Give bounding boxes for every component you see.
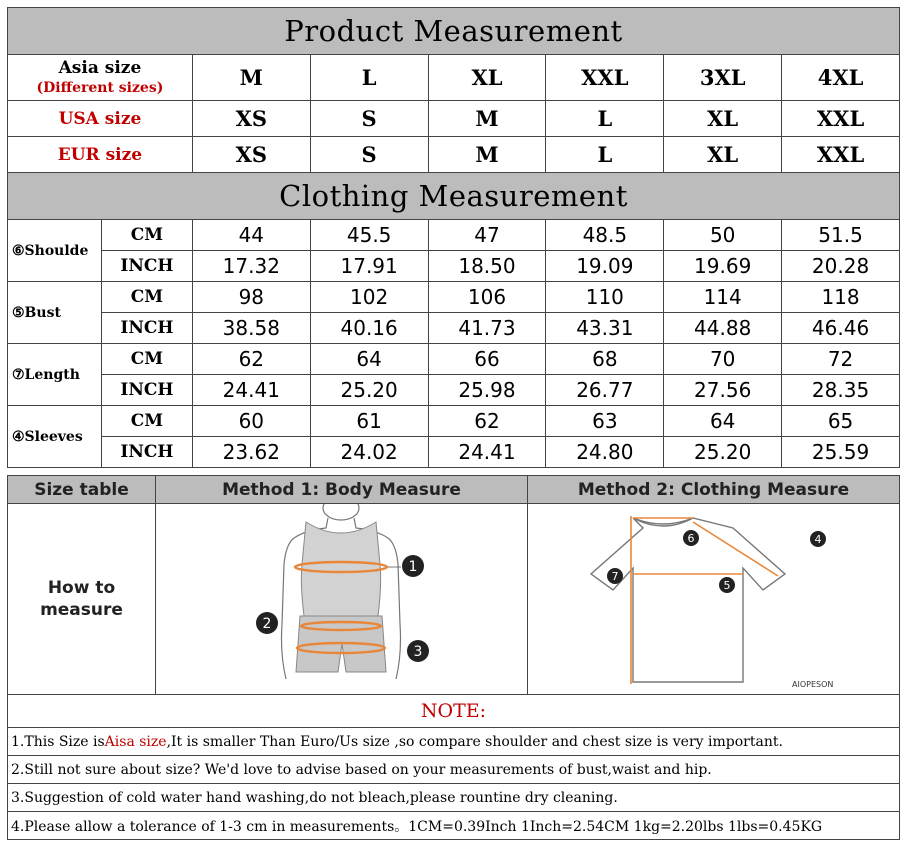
size-4xl: 4XL: [782, 55, 900, 101]
size-table-label: Size table: [34, 479, 129, 500]
size-3xl: 3XL: [664, 55, 782, 101]
asia-size-text: Asia size: [58, 57, 142, 78]
note-title: [7, 694, 900, 728]
inch-value: 24.80: [546, 437, 664, 468]
marker-7-label: 7: [611, 570, 619, 583]
inch-value: 46.46: [782, 313, 900, 344]
cm-value: 70: [664, 344, 782, 375]
usa-size-value: XS: [192, 101, 310, 137]
marker-6-label: 6: [687, 532, 695, 545]
measurement-inch-row: [8, 375, 900, 406]
cm-value: 44: [192, 220, 310, 251]
eur-size-label: EUR size: [8, 137, 193, 173]
asia-size-label: [8, 55, 193, 101]
method2-label: Method 2: Clothing Measure: [577, 479, 850, 500]
cm-value: 114: [664, 282, 782, 313]
unit-inch: INCH: [101, 251, 192, 282]
eur-size-value: M: [428, 137, 546, 173]
inch-value: 28.35: [782, 375, 900, 406]
cm-value: 102: [310, 282, 428, 313]
unit-cm: CM: [101, 406, 192, 437]
cm-value: 65: [782, 406, 900, 437]
unit-cm: CM: [101, 344, 192, 375]
size-xxl: XXL: [546, 55, 664, 101]
measurement-inch-row: [8, 313, 900, 344]
eur-size-value: XXL: [782, 137, 900, 173]
inch-value: 24.41: [192, 375, 310, 406]
usa-size-value: XL: [664, 101, 782, 137]
cm-value: 64: [310, 344, 428, 375]
measurement-inch-row: [8, 251, 900, 282]
cm-value: 62: [192, 344, 310, 375]
inch-value: 18.50: [428, 251, 546, 282]
measurement-inch-row: [8, 437, 900, 468]
product-measurement-title: Product Measurement: [8, 8, 900, 55]
eur-size-value: S: [310, 137, 428, 173]
cm-value: 51.5: [782, 220, 900, 251]
unit-cm: CM: [101, 220, 192, 251]
inch-value: 40.16: [310, 313, 428, 344]
unit-cm: CM: [101, 282, 192, 313]
usa-size-value: L: [546, 101, 664, 137]
method1-header: [155, 475, 528, 504]
usa-size-value: M: [428, 101, 546, 137]
unit-inch: INCH: [101, 437, 192, 468]
body-measure-cell: [155, 503, 528, 695]
cm-value: 64: [664, 406, 782, 437]
cm-value: 110: [546, 282, 664, 313]
eur-size-value: XL: [664, 137, 782, 173]
measurement-cm-row: [8, 220, 900, 251]
inch-value: 19.09: [546, 251, 664, 282]
cm-value: 66: [428, 344, 546, 375]
note-2-text: 2.Still not sure about size? We'd love to advise based on your measurements of bust,waist and hip.: [11, 761, 712, 778]
note-line-3: [7, 783, 900, 812]
cm-value: 106: [428, 282, 546, 313]
inch-value: 23.62: [192, 437, 310, 468]
cm-value: 118: [782, 282, 900, 313]
method1-label: Method 1: Body Measure: [222, 479, 461, 500]
inch-value: 38.58: [192, 313, 310, 344]
measurement-label: ⑥Shoulde: [8, 220, 102, 282]
cm-value: 98: [192, 282, 310, 313]
size-table-header: [7, 475, 156, 504]
inch-value: 41.73: [428, 313, 546, 344]
inch-value: 19.69: [664, 251, 782, 282]
inch-value: 27.56: [664, 375, 782, 406]
cm-value: 63: [546, 406, 664, 437]
unit-inch: INCH: [101, 313, 192, 344]
marker-4-label: 4: [814, 533, 822, 546]
note-1-red-text: Aisa size: [104, 733, 167, 750]
inch-value: 17.91: [310, 251, 428, 282]
how-to-measure-text: [40, 577, 123, 621]
cm-value: 47: [428, 220, 546, 251]
measurement-cm-row: [8, 406, 900, 437]
inch-value: 43.31: [546, 313, 664, 344]
inch-value: 20.28: [782, 251, 900, 282]
how-to-line2: measure: [40, 600, 123, 620]
note-4-text: 4.Please allow a tolerance of 1-3 cm in measurements。1CM=0.39Inch 1Inch=2.54CM 1kg=2.20lbs 1lbs=0.45KG: [11, 818, 823, 835]
cm-value: 45.5: [310, 220, 428, 251]
unit-inch: INCH: [101, 375, 192, 406]
inch-value: 26.77: [546, 375, 664, 406]
cm-value: 62: [428, 406, 546, 437]
how-to-line1: How to: [47, 578, 116, 598]
marker-5-label: 5: [723, 579, 731, 592]
cm-value: 60: [192, 406, 310, 437]
inch-value: 24.41: [428, 437, 546, 468]
measurement-label: ⑤Bust: [8, 282, 102, 344]
clothing-measurement-title: Clothing Measurement: [8, 173, 900, 220]
brand-logo-text: AIOPESON: [792, 680, 834, 689]
inch-value: 17.32: [192, 251, 310, 282]
note-title-text: NOTE:: [420, 700, 487, 722]
measurement-cm-row: [8, 344, 900, 375]
cm-value: 48.5: [546, 220, 664, 251]
inch-value: 25.20: [664, 437, 782, 468]
different-sizes-note: (Different sizes): [36, 79, 164, 96]
note-3-text: 3.Suggestion of cold water hand washing,do not bleach,please rountine dry cleaning.: [11, 789, 618, 806]
how-to-measure-cell: [7, 503, 156, 695]
shirt-illustration: [528, 504, 899, 694]
cm-value: 68: [546, 344, 664, 375]
marker-2-label: 2: [262, 616, 272, 632]
usa-size-label: USA size: [8, 101, 193, 137]
cm-value: 50: [664, 220, 782, 251]
inch-value: 25.98: [428, 375, 546, 406]
note-1-text-b: ,It is smaller Than Euro/Us size ,so compare shoulder and chest size is very important.: [166, 733, 783, 750]
marker-3-label: 3: [413, 644, 423, 660]
size-l: L: [310, 55, 428, 101]
usa-size-value: XXL: [782, 101, 900, 137]
cm-value: 72: [782, 344, 900, 375]
measurement-rows: [8, 220, 900, 468]
size-m: M: [192, 55, 310, 101]
body-figure-illustration: [156, 504, 527, 694]
inch-value: 25.59: [782, 437, 900, 468]
size-chart-table: [7, 7, 900, 468]
marker-1-label: 1: [408, 559, 418, 575]
measurement-cm-row: [8, 282, 900, 313]
measurement-label: ⑦Length: [8, 344, 102, 406]
note-1-text-a: 1.This Size is: [11, 733, 105, 750]
note-line-2: [7, 755, 900, 784]
note-line-4: [7, 811, 900, 840]
inch-value: 44.88: [664, 313, 782, 344]
note-line-1: [7, 727, 900, 756]
method2-header: [527, 475, 900, 504]
clothing-measure-cell: [527, 503, 900, 695]
inch-value: 24.02: [310, 437, 428, 468]
usa-size-value: S: [310, 101, 428, 137]
eur-size-value: XS: [192, 137, 310, 173]
measurement-label: ④Sleeves: [8, 406, 102, 468]
inch-value: 25.20: [310, 375, 428, 406]
size-xl: XL: [428, 55, 546, 101]
cm-value: 61: [310, 406, 428, 437]
eur-size-value: L: [546, 137, 664, 173]
